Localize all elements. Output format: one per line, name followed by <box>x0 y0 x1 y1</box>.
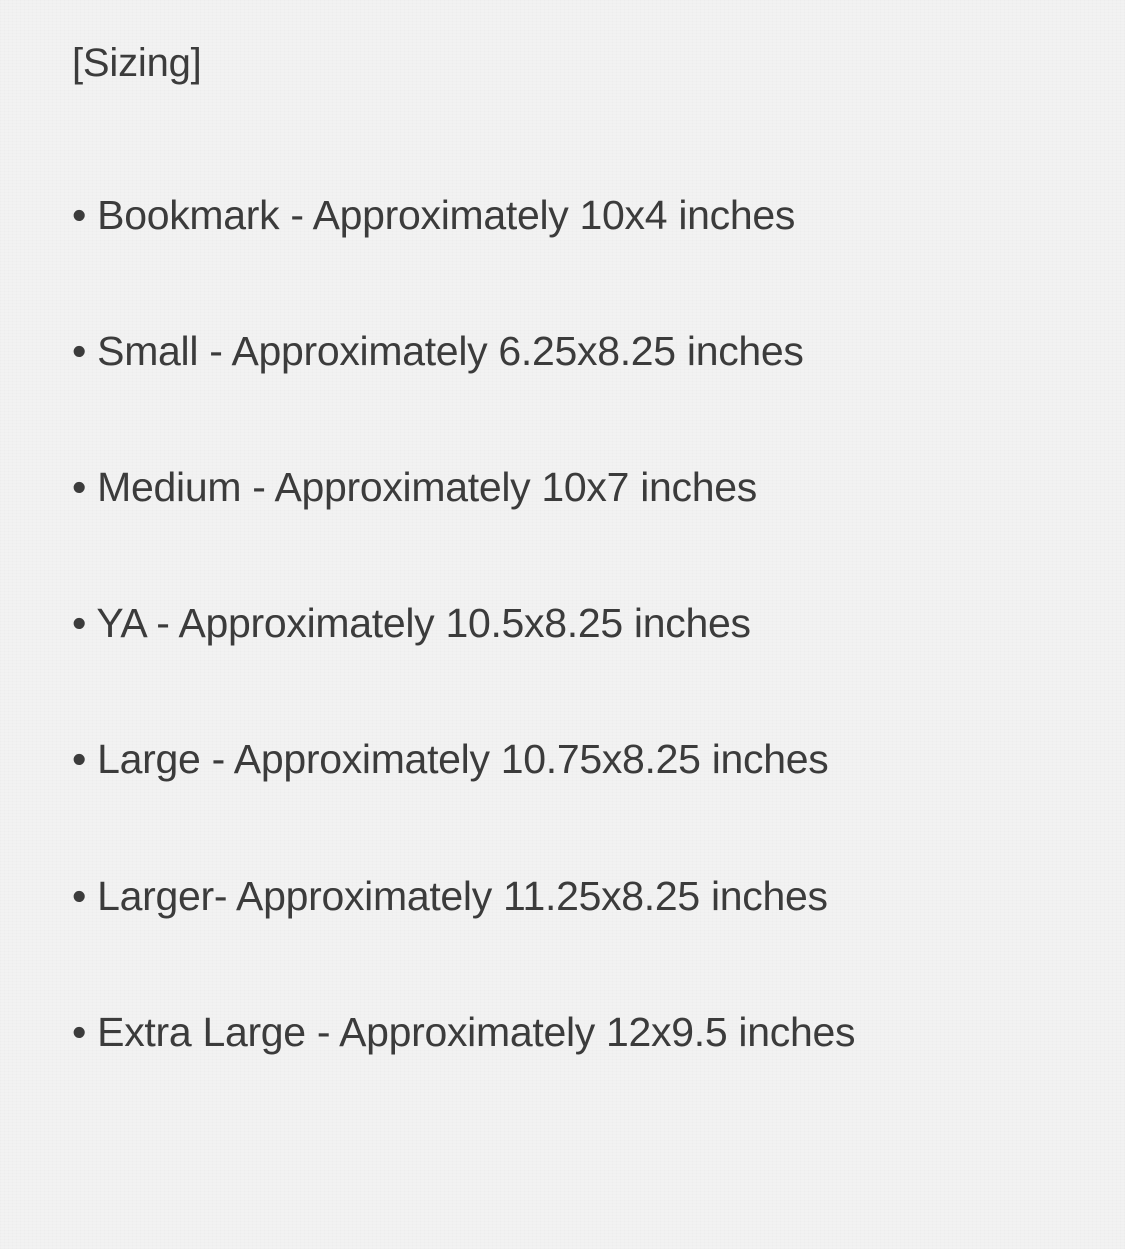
list-spacer <box>72 378 1063 460</box>
list-spacer <box>72 650 1063 732</box>
bullet-icon: • <box>72 1008 87 1055</box>
list-item-label: Extra Large - Approximately 12x9.5 inches <box>97 1008 856 1055</box>
list-item <box>72 596 1063 650</box>
list-item <box>72 1005 1063 1059</box>
heading-spacer <box>72 88 1063 188</box>
page-title: [Sizing] <box>72 41 202 85</box>
list-item-label: YA - Approximately 10.5x8.25 inches <box>96 600 751 647</box>
list-spacer <box>72 923 1063 1005</box>
list-item <box>72 324 1063 378</box>
bullet-icon: • <box>72 464 87 511</box>
list-item <box>72 869 1063 923</box>
list-spacer <box>72 242 1063 324</box>
list-item-label: Medium - Approximately 10x7 inches <box>97 464 757 511</box>
list-item-label: Small - Approximately 6.25x8.25 inches <box>97 328 804 375</box>
list-item-label: Bookmark - Approximately 10x4 inches <box>97 192 796 238</box>
list-item-label: Large - Approximately 10.75x8.25 inches <box>97 736 829 783</box>
list-spacer <box>72 514 1063 596</box>
bullet-icon: • <box>72 736 87 783</box>
bullet-icon: • <box>72 192 87 238</box>
bullet-icon: • <box>72 872 87 919</box>
bullet-icon: • <box>72 600 87 647</box>
list-item <box>72 188 1063 242</box>
list-item-label: Larger- Approximately 11.25x8.25 inches <box>97 872 828 919</box>
sizing-list <box>72 188 1063 1059</box>
list-item <box>72 732 1063 786</box>
list-item <box>72 460 1063 514</box>
list-spacer <box>72 787 1063 869</box>
bullet-icon: • <box>72 328 87 375</box>
